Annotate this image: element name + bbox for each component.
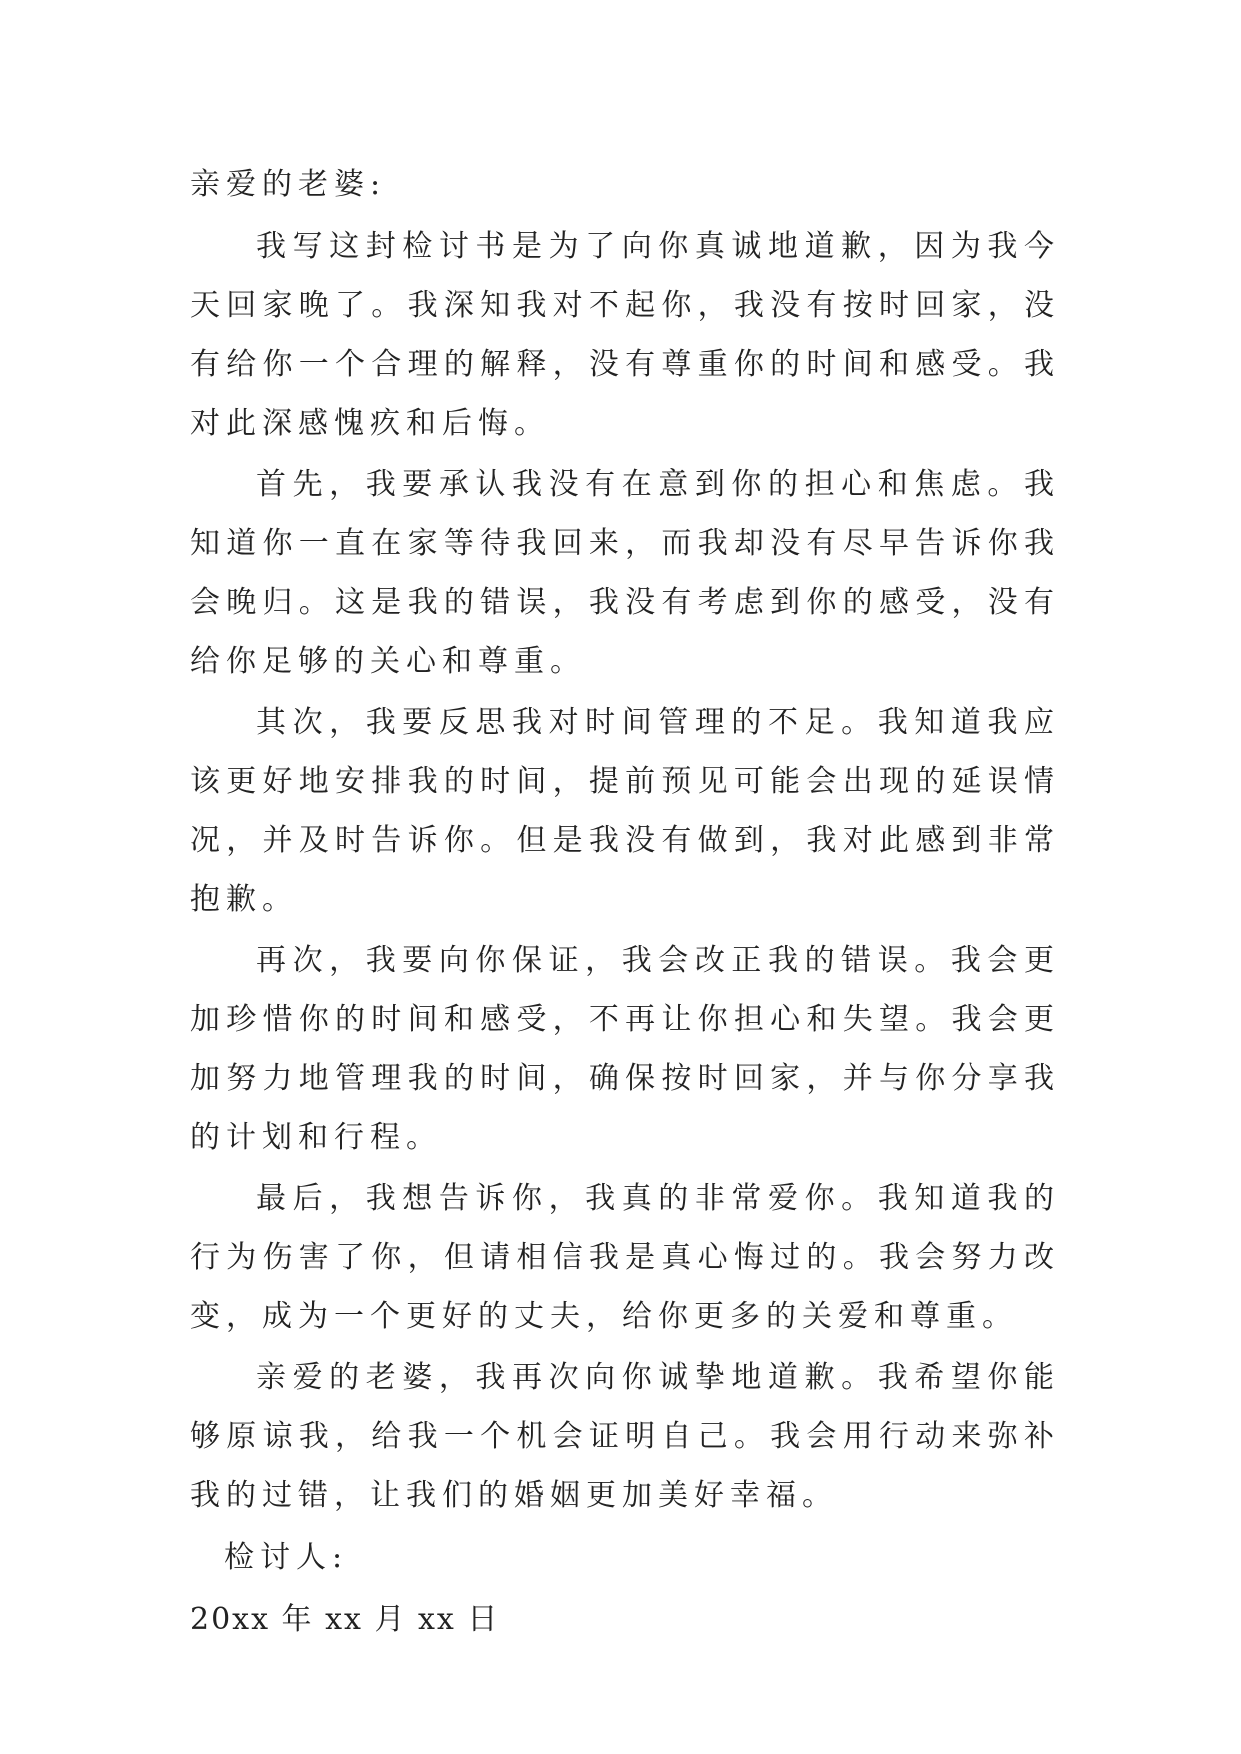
letter-paragraph-2: 首先，我要承认我没有在意到你的担心和焦虑。我知道你一直在家等待我回来，而我却没有尽早告诉你我会晚归。这是我的错误，我没有考虑到你的感受，没有给你足够的关心和尊重。 bbox=[190, 467, 1060, 679]
letter-paragraph-6: 亲爱的老婆，我再次向你诚挚地道歉。我希望你能够原谅我，给我一个机会证明自己。我会用行动来弥补我的过错，让我们的婚姻更加美好幸福。 bbox=[190, 1360, 1060, 1513]
letter-page bbox=[190, 155, 1060, 1651]
letter-date: 20xx 年 xx 月 xx 日 bbox=[190, 1602, 500, 1637]
letter-signer: 检讨人: bbox=[224, 1540, 349, 1575]
letter-paragraph-1: 我写这封检讨书是为了向你真诚地道歉，因为我今天回家晚了。我深知我对不起你，我没有按时回家，没有给你一个合理的解释，没有尊重你的时间和感受。我对此深感愧疚和后悔。 bbox=[190, 229, 1060, 441]
letter-greeting: 亲爱的老婆: bbox=[190, 167, 387, 202]
letter-paragraph-5: 最后，我想告诉你，我真的非常爱你。我知道我的行为伤害了你，但请相信我是真心悔过的。我会努力改变，成为一个更好的丈夫，给你更多的关爱和尊重。 bbox=[190, 1181, 1060, 1334]
letter-paragraph-4: 再次，我要向你保证，我会改正我的错误。我会更加珍惜你的时间和感受，不再让你担心和失望。我会更加努力地管理我的时间，确保按时回家，并与你分享我的计划和行程。 bbox=[190, 943, 1060, 1155]
letter-paragraph-3: 其次，我要反思我对时间管理的不足。我知道我应该更好地安排我的时间，提前预见可能会出现的延误情况，并及时告诉你。但是我没有做到，我对此感到非常抱歉。 bbox=[190, 705, 1060, 917]
